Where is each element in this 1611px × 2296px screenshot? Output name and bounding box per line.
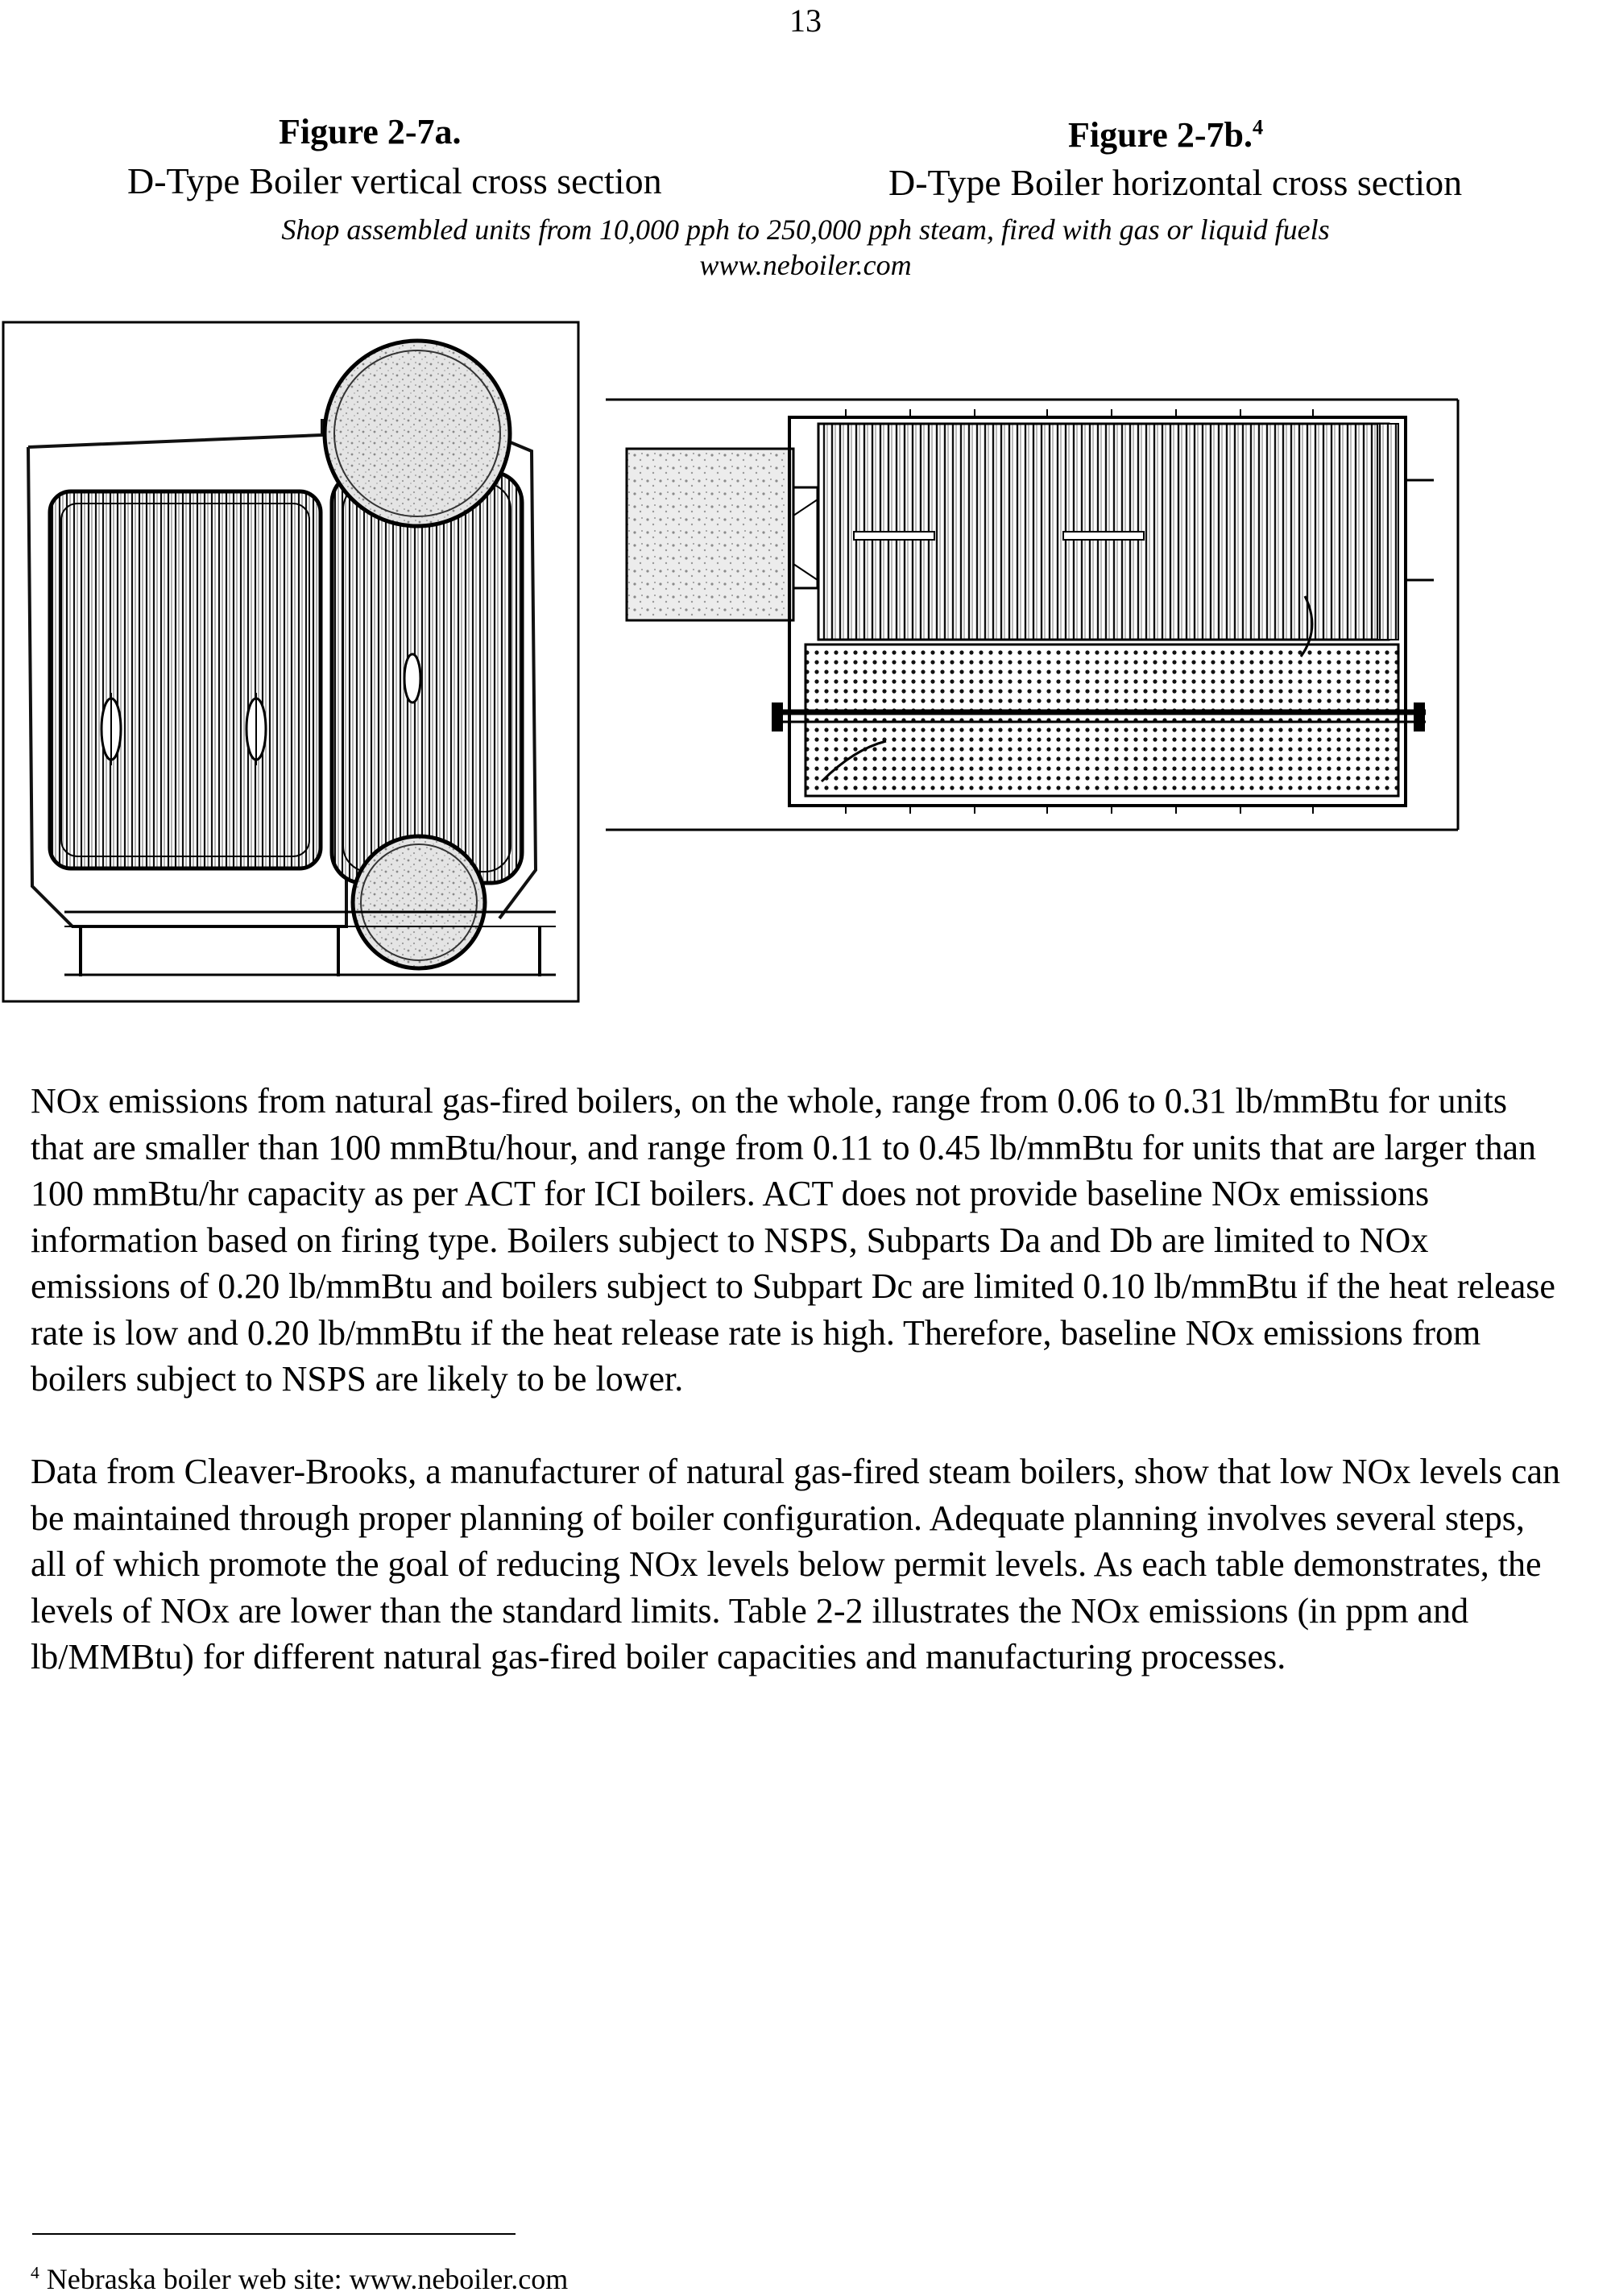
footnote-text: Nebraska boiler web site: www.neboiler.com: [46, 2263, 569, 2295]
figure-a-title: D-Type Boiler vertical cross section: [127, 160, 662, 201]
figure-b-label-text: Figure 2-7b.: [1068, 115, 1253, 155]
figure-caption-description: Shop assembled units from 10,000 pph to 250,000 pph steam, fired with gas or liquid fuels: [281, 213, 1330, 246]
footnote-marker: 4: [31, 2263, 39, 2282]
figure-b-footnote-marker: 4: [1252, 114, 1264, 139]
figure-caption-website: www.neboiler.com: [699, 249, 912, 281]
body-paragraph-cleaver-brooks: Data from Cleaver-Brooks, a manufacturer of natural gas-fired steam boilers, show that low NOx levels can be maintained through proper planning of boiler configuration. Adequate planning involves several steps, all of which promote the goal of reducing NOx levels below permit levels. As each table demonstrates, the levels of NOx are lower than the standard limits. Table 2-2 illustrates the NOx emissions (in ppm and lb/MMBtu) for different natural gas-fired boiler capacities and manufacturing processes.: [31, 1452, 1561, 1676]
body-paragraph-nox-emissions: NOx emissions from natural gas-fired boilers, on the whole, range from 0.06 to 0.31 lb/mmBtu for units that are smaller than 100 mmBtu/hour, and range from 0.11 to 0.45 lb/mmBtu for units that are larger than 100 mmBtu/hr capacity as per ACT for ICI boilers. ACT does not provide baseline NOx emissions information based on firing type. Boilers subject to NSPS, Subparts Da and Db are limited to NOx emissions of 0.20 lb/mmBtu and boilers subject to Subpart Dc are limited 0.10 lb/mmBtu if the heat release rate is low and 0.20 lb/mmBtu if the heat release rate is high. Therefore, baseline NOx emissions from boilers subject to NSPS are likely to be lower.: [31, 1081, 1555, 1399]
page-number: 13: [789, 2, 822, 39]
footnote-divider: [32, 2233, 516, 2235]
figure-b-title: D-Type Boiler horizontal cross section: [888, 162, 1463, 203]
figure-a-label: Figure 2-7a.: [279, 112, 462, 151]
footnote: [31, 2262, 568, 2296]
